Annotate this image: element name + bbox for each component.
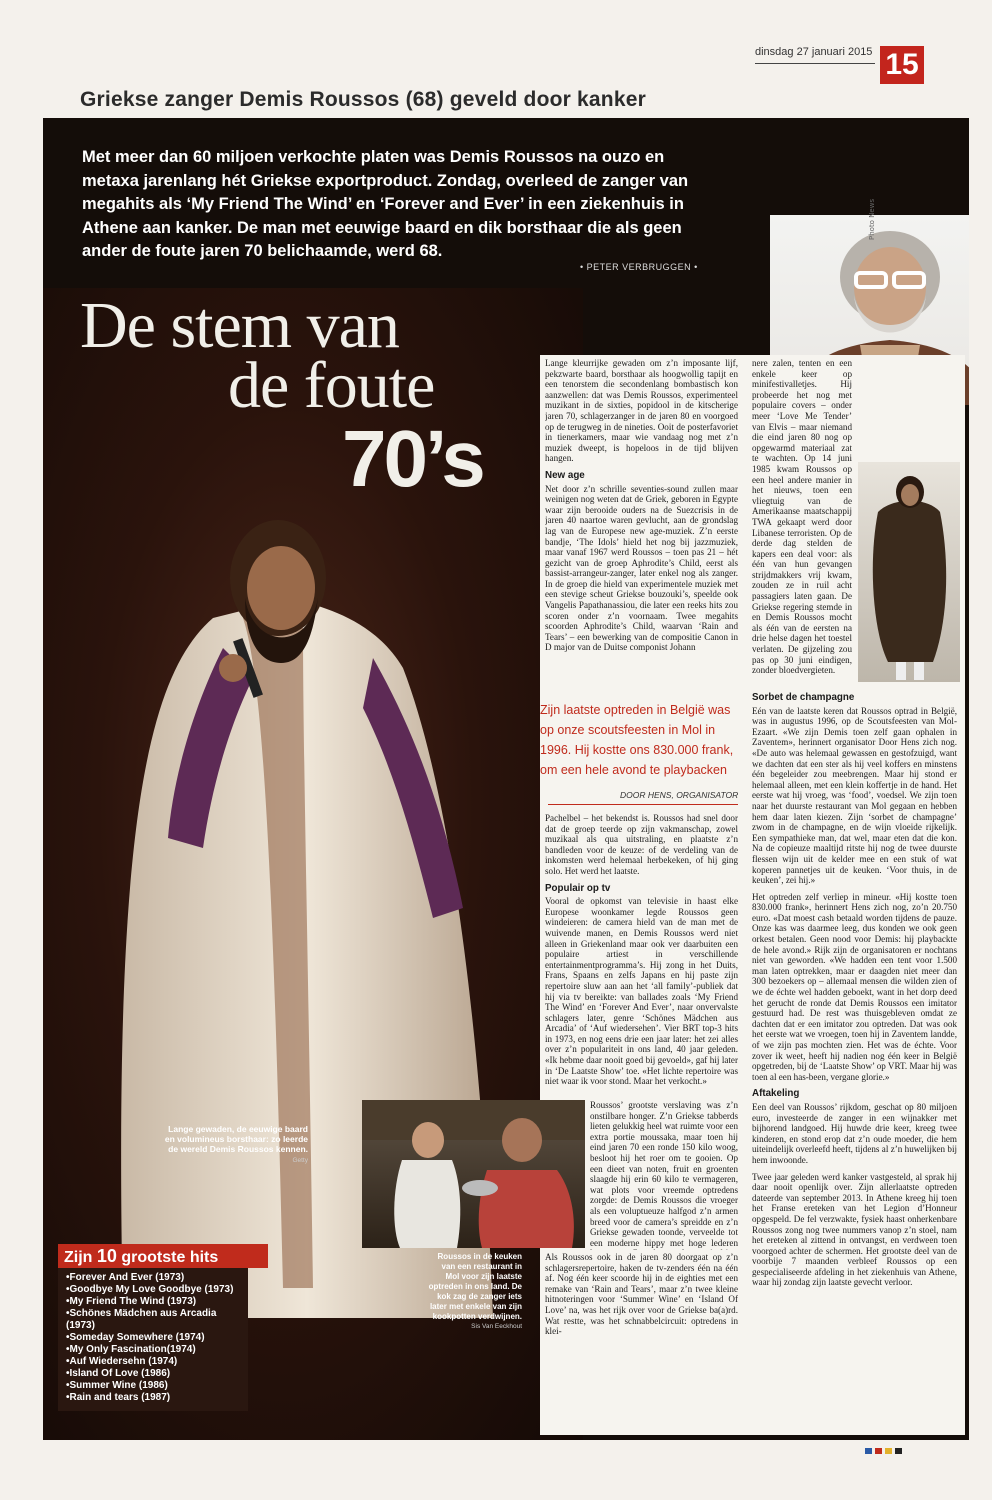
subhead-new-age: New age [545,469,585,481]
headline [80,289,483,503]
portrait-credit: Photo News [868,198,876,240]
color-swatch [875,1448,882,1454]
paragraph: nere zalen, tenten en een enkele keer op minifestivalletjes. Hij probeerde het nog met populaire covers – onder meer ‘Love Me Tender’ van Elvis – maar niemand die eind jaren 80 nog op opgewarmd materiaal zat te wachten. Op 14 juni 1985 kwam Roussos op een heel andere manier in het nieuws, toen een vliegtuig van de Amerikaanse maatschappij TWA gekaapt werd door Libanese terroristen. Op de derde dag stelden de kapers een deal voor: als één van hun gevangen strijdmakkers vrij kwam, zouden ze in ruil acht passagiers laten gaan. De Griekse regering stemde in en Demis Roussos mocht als één van de eersten na drie helse dagen het toestel verlaten. De gijzeling zou pas op 30 juni eindigen, zonder bloedvergieten. [752,358,852,676]
caption-text: Roussos in de keuken van een restaurant in Mol voor zijn laatste optreden in ons land. De kok zag de zanger iets later met enkele van zijn kookpotten verdwijnen. [428,1252,522,1321]
top-hits-title [58,1244,268,1268]
top-hits-title-pre: Zijn [64,1249,93,1266]
hit-item: •Island Of Love (1986) [66,1368,171,1379]
subhead-sorbet: Sorbet de champagne [752,692,855,703]
article-kicker: Griekse zanger Demis Roussos (68) geveld door kanker [80,88,646,111]
fur-coat-photo [858,462,960,682]
header-rule [755,63,875,64]
column-2-main [752,686,957,1398]
paragraph: Eén van de laatste keren dat Roussos optrad in België, was in augustus 1996, op de Scoutsfeesten van Mol-Ezaart. «We zijn Demis toen zelf gaan ophalen in Zaventem», herinnert organisator Door Hens zich nog. «De auto was helemaal gewassen en gestofzuigd, want we dachten dat een ster als hij veel koffers en minstens één begeleider zou meebrengen. Maar hij stond er helemaal alleen, met een klein koffertje in de hand. Het eerste wat hij vroeg, was ‘food’, voedsel. We zijn toen naar het duurste restaurant van Mol gegaan en hebben hem daar laten kiezen. Zijn ‘sorbet de champagne’ zwom in de champagne, en de wijn vloeide rijkelijk. Een sympathieke man, dat wel, maar eten dat die kon. Na de copieuze maaltijd ritste hij nog de twee duurste flessen wijn uit de kelder mee en een stuk of wat koperen pannetjes uit de keuken. ‘Voor thuis, in de keuken’, zei hij.» [752,705,957,886]
top-hits-list [66,1272,248,1404]
hit-item: •My Friend The Wind (1973) [66,1296,197,1307]
page-number: 15 [880,46,924,84]
photo-caption-main [158,1124,308,1166]
top-hits-box [58,1244,248,1411]
color-registration-bar [865,1439,927,1445]
subhead-populair: Populair op tv [545,882,611,894]
pull-quote-source: DOOR HENS, ORGANISATOR [620,790,739,800]
headline-line-2: de foute [228,349,435,422]
hit-item: •Rain and tears (1987) [66,1392,171,1403]
paragraph: Pachelbel – het bekendst is. Roussos had snel door dat de groep teerde op zijn vakmanschap, zowel muzikaal als qua uitstraling, en plaatste z’n bandleden voor de keuze: of de verdeling van de inkomsten werd helemaal herbekeken, of hij ging solo. Het werd het laatste. [545,813,738,876]
color-swatch [895,1448,902,1454]
column-1-mid [545,813,738,1100]
paragraph: Het optreden zelf verliep in mineur. «Hij kostte toen 830.000 frank», herinnert Hens zich nog, zo’n 20.750 euro. «Dat moest cash betaald worden tijdens de pauze. Onze kas was daarmee leeg, dus konden we ook geen orkest betalen. Geen nood voor Demis: hij playbackte de hele avond.» Rijk zijn de organisatoren er nochtans niet van geworden. «We hadden een tent voor 1.500 man laten optrekken, maar er daagden niet meer dan 300 bezoekers op – allemaal mensen die wilden zien of we de échte wel hadden geboekt, want in het dorp deed het gerucht de ronde dat Demis Roussos een imitator gestuurd had. De rest was thuisgebleven omdat ze dachten dat er een imitator zou optreden. Dat was ook het eerste wat we vroegen, toen hij in Zaventem landde, of we zijn pas mochten zien. Het was de échte. Voor zover ik weet, heeft hij nadien nog één keer in België opgetreden, bij de ‘Laatste Show’ op VRT. Maar hij was toen al een has-been, vergane glorie.» [752,891,957,1082]
photo-caption-kitchen [428,1252,522,1332]
hit-item: •Goodbye My Love Goodbye (1973) [66,1284,234,1295]
pull-quote-rule [548,804,738,805]
headline-line-3: 70’s [342,414,483,503]
hit-item: •Auf Wiedersehn (1974) [66,1356,178,1367]
paragraph: Een deel van Roussos’ rijkdom, geschat op 80 miljoen euro, investeerde de zanger in een wijnakker met bijhorend landgoed. Hij huwde drie keer, kreeg twee kinderen, en stond erop dat z’n oude moeder, die hem uiteindelijk overleefd heeft, tijdens al z’n huwelijken bij hem inwoonde. [752,1101,957,1165]
top-hits-title-post: grootste hits [121,1249,219,1266]
intro-paragraph: Met meer dan 60 miljoen verkochte platen was Demis Roussos na ouzo en metaxa jarenlang hét Griekse exportproduct. Zondag, overleed de zanger van megahits als ‘My Friend The Wind’ en ‘Forever and Ever’ in een ziekenhuis in Athene aan kanker. De man met eeuwige baard en dik borsthaar die als geen ander de foute jaren 70 belichaamde, werd 68. [82,148,689,260]
pull-quote: Zijn laatste optreden in België was op onze scoutsfeesten in Mol in 1996. Hij kostte ons 830.000 frank, om een hele avond te playbacken [540,703,734,777]
paragraph: Als Roussos ook in de jaren 80 doorgaat op z’n schlagersrepertoire, haken de tv-zenders één na één af. Nog één keer scoorde hij in de eighties met een remake van ‘Rain and Tears’, maar z’n twee kleine hitnoteringen voor ‘Summer Wine’ en ‘Island Of Love’ na, was het rijk over voor de Griekse ba(a)rd. Wat restte, was het schnabbelcircuit: optredens in klei- [545,1252,738,1337]
color-swatch [865,1448,872,1454]
hit-item: •Summer Wine (1986) [66,1380,168,1391]
paragraph: Net door z’n schrille seventies-sound zullen maar weinigen nog weten dat de Griek, geboren in Egypte waar zijn berooide ouders na de Suezcrisis in de jaren 40 naartoe waren gevlucht, aan de grondslag lag van de Europese new age-muziek. Z’n eerste bandje, ‘The Idols’ hield het nog bij jazzmuziek, maar vanaf 1967 werd Roussos – toen pas 21 – hét gezicht van de groep Aphrodite’s Child, eerst als bassist-arrangeur-zanger, later enkel nog als zanger. In de groep die hield van experimentele muziek met een stevige scheut Griekse bouzouki’s, speelde ook Vangelis Papathanassiou, die later een reeks hits zou scoren onder z’n voornaam. Twee megahits scoorden Aphrodite’s Child, waarvan ‘Rain and Tears’ – een bewerking van de compositie Canon in D major van de Duitse componist Johann [545,483,738,653]
caption-text: Lange gewaden, de eeuwige baard en volumineus borsthaar: zo leerde de wereld Demis Roussos kennen. [164,1124,308,1154]
kitchen-illustration [362,1100,585,1248]
kitchen-photo [362,1100,585,1248]
paragraph: Roussos’ grootste verslaving was z’n onstilbare honger. Z’n Griekse tabberds lieten gelukkig heel wat ruimte voor een extra portie moussaka, maar toen hij eind jaren 70 een ronde 150 kilo woog, besloot hij het roer om te gooien. Op een dieet van noten, fruit en groenten slaagde hij erin 60 kilo te vermageren, wat plots voor vreemde optredens zorgde: de Demis Roussos die vroeger als een voluptueuze halfgod z’n armen breed voor de camera’s spreidde en z’n Griekse gewaden toonde, verveelde tot een moderne hippy met hoge lederen [590,1100,738,1248]
paragraph: Twee jaar geleden werd kanker vastgesteld, al sprak hij daar nooit openlijk over. Zijn allerlaatste optreden dateerde van september 2013. In Athene kreeg hij toen het Franse ereteken van het Legion d’Honneur opgespeld. De fel verzwakte, fysiek haast onherkenbare Roussos zong nog twee nummers vanop z’n stoel, nam het ereteken al zittend in ontvangst, en verdween toen voorgoed achter de schermen. Het grootste deel van de voorbije 7 maanden verbleef Roussos op een gespecialiseerde afdeling in het ziekenhuis van Athene, waar hij zondag zijn laatste gevecht verloor. [752,1171,957,1288]
paragraph: Lange kleurrijke gewaden om z’n imposante lijf, pekzwarte baard, borsthaar als hoogwollig tapijt en een tenorstem die secondenlang bombastisch kon aanzwellen: dat was Demis Roussos, experimenteel muzikant in de sixties, popidool in de kitscherige jaren 70, schlagerzanger in de jaren 80 en voorgoed op de terugweg in de nineties. Ooit de posterfavoriet in tienerkamers, maar wie vandaag nog met z’n muziek dweept, is hopeloos in de tijd blijven hangen. [545,358,738,464]
column-1-bottom [545,1252,738,1396]
subhead-aftakeling: Aftakeling [752,1088,800,1100]
issue-date: dinsdag 27 januari 2015 [755,46,873,58]
hit-item: •Forever And Ever (1973) [66,1272,185,1283]
headline-line-1: De stem van [80,289,399,362]
paragraph: Vooral de opkomst van televisie in haast elke Europese woonkamer legde Roussos geen windeieren: de camera hield van de man met de wuivende manen, en Demis Roussos werd niet alleen in Griekenland maar ook ver daarbuiten een populaire artiest in verschillende entertainmentprogramma’s. Hij zong in het Duits, Frans, Spaans en zelfs Japans en hij paste zijn repertoire sluw aan aan het ‘all family’-publiek dat hij via tv bereikte: van ballades zoals ‘My Friend The Wind’ en ‘Forever And Ever’, naar onvervalste schlagers later, genre ‘Schönes Mädchen aus Arcadia’ of ‘Auf wiedersehen’. Vier BRT top-3 hits in 1973, en nog eens drie een jaar later: het zei alles over z’n populariteit in ons land, 40 jaar geleden. «Ik hebme daar nooit goed bij gevoeld», gaf hij later in ‘De Laatste Show’ toe. «Het lichte repertoire was niet waar ik voor stond. Maar het verkocht.» [545,896,738,1087]
hit-item: •Schönes Mädchen aus Arcadia (1973) [66,1308,217,1331]
column-2-narrow [752,358,852,683]
fur-coat-illustration [858,462,960,682]
byline: • PETER VERBRUGGEN • [580,262,698,272]
caption-credit: Sis Van Eeckhout [471,1323,522,1330]
top-hits-title-number: 10 [96,1246,117,1266]
hit-item: •My Only Fascination(1974) [66,1344,196,1355]
color-swatch [885,1448,892,1454]
column-1-wrap [590,1100,738,1250]
hit-item: •Someday Somewhere (1974) [66,1332,205,1343]
column-1-top [545,358,738,698]
caption-credit: Getty [292,1157,308,1164]
